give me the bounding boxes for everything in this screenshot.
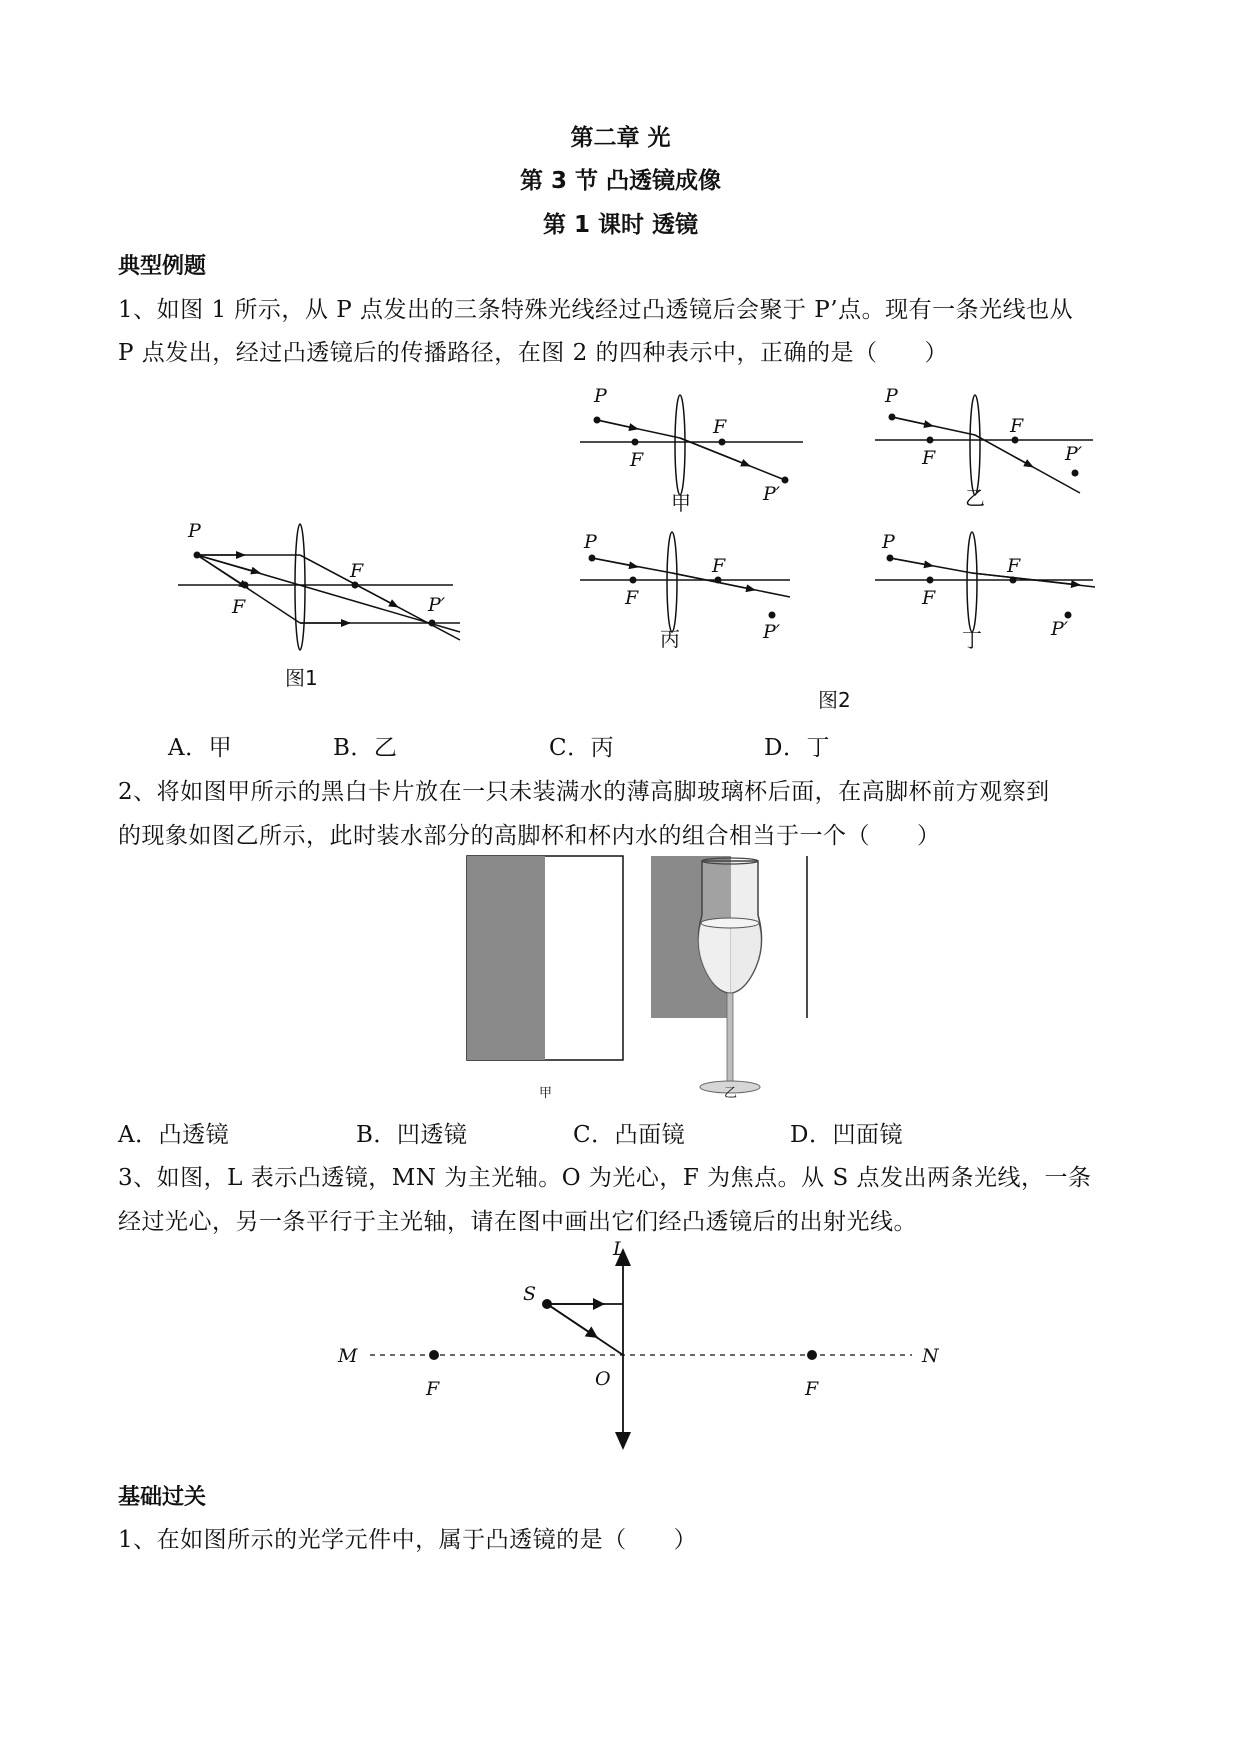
ding-label-pprime: P′ [1051,618,1069,640]
q2-card-figure [466,855,816,1105]
yi-caption: 乙 [965,486,985,510]
figure-2-panel-ding [875,530,1105,655]
q3-text-line1: 3、如图，L 表示凸透镜，MN 为主光轴。O 为光心，F 为焦点。从 S 点发出两条光线，一条 [118,1165,1092,1191]
q2-option-d[interactable]: D．凹面镜 [790,1122,903,1148]
bing-label-pprime: P′ [763,621,781,643]
jia-label-f-right: F [713,416,727,438]
q1-option-c[interactable]: C．丙 [549,735,615,761]
bing-caption: 丙 [660,627,680,651]
ding-label-f-right: F [1007,555,1021,577]
lesson-title: 第 1 课时 透镜 [542,212,699,238]
ding-label-p: P [882,531,895,553]
section-title: 第 3 节 凸透镜成像 [519,168,722,194]
q3-text-line2: 经过光心，另一条平行于主光轴，请在图中画出它们经凸透镜后的出射光线。 [118,1209,917,1235]
figure-2-panel-bing [580,530,810,655]
q1-option-b[interactable]: B．乙 [333,735,398,761]
q1-option-d[interactable]: D．丁 [764,735,830,761]
q3-label-o: O [595,1368,611,1390]
fig1-label-f-right: F [350,560,364,582]
ding-caption: 丁 [962,628,982,652]
bing-label-f-left: F [625,587,639,609]
q3-label-m: M [338,1345,358,1367]
yi-label-f-right: F [1010,415,1024,437]
q2-caption-jia: 甲 [539,1086,553,1101]
basics-heading: 基础过关 [118,1485,207,1510]
fig1-caption: 图1 [285,666,318,690]
q1-text-line2: P 点发出，经过凸透镜后的传播路径，在图 2 的四种表示中，正确的是（ ） [118,340,949,366]
yi-label-p: P [885,385,898,407]
q1-text-line1: 1、如图 1 所示，从 P 点发出的三条特殊光线经过凸透镜后会聚于 P’点。现有一条光线也从 [118,297,1074,323]
fig1-label-pprime: P′ [428,594,446,616]
examples-heading: 典型例题 [118,254,207,279]
bing-label-f-right: F [712,555,726,577]
q3-label-l: L [613,1238,626,1260]
q2-text-line2: 的现象如图乙所示，此时装水部分的高脚杯和杯内水的组合相当于一个（ ） [118,823,941,849]
q2-text-line1: 2、将如图甲所示的黑白卡片放在一只未装满水的薄高脚玻璃杯后面，在高脚杯前方观察到 [118,779,1050,805]
fig1-label-f-left: F [232,596,246,618]
q2-option-a[interactable]: A．凸透镜 [118,1122,230,1148]
jia-caption: 甲 [671,491,691,515]
chapter-title: 第二章 光 [570,125,671,151]
jia-label-pprime: P′ [763,483,781,505]
figure-1-diagram [170,515,470,690]
q3-label-s: S [523,1283,537,1305]
figure-2-panel-yi [875,385,1105,515]
q3-label-f-left: F [426,1378,440,1400]
ding-label-f-left: F [922,587,936,609]
bing-label-p: P [584,531,597,553]
q3-lens-diagram [330,1240,950,1465]
figure-2-panel-jia [580,385,810,515]
q2-option-c[interactable]: C．凸面镜 [573,1122,686,1148]
q3-label-n: N [922,1345,939,1367]
yi-label-pprime: P′ [1065,443,1083,465]
q3-label-f-right: F [805,1378,819,1400]
q2-option-b[interactable]: B．凹透镜 [356,1122,468,1148]
jia-label-p: P [594,385,607,407]
q2-caption-yi: 乙 [724,1086,738,1101]
basics-q1-text: 1、在如图所示的光学元件中，属于凸透镜的是（ ） [118,1527,698,1553]
jia-label-f-left: F [630,449,644,471]
yi-label-f-left: F [922,447,936,469]
fig2-caption: 图2 [818,688,851,712]
fig1-label-p: P [188,520,201,542]
q1-option-a[interactable]: A．甲 [168,735,233,761]
